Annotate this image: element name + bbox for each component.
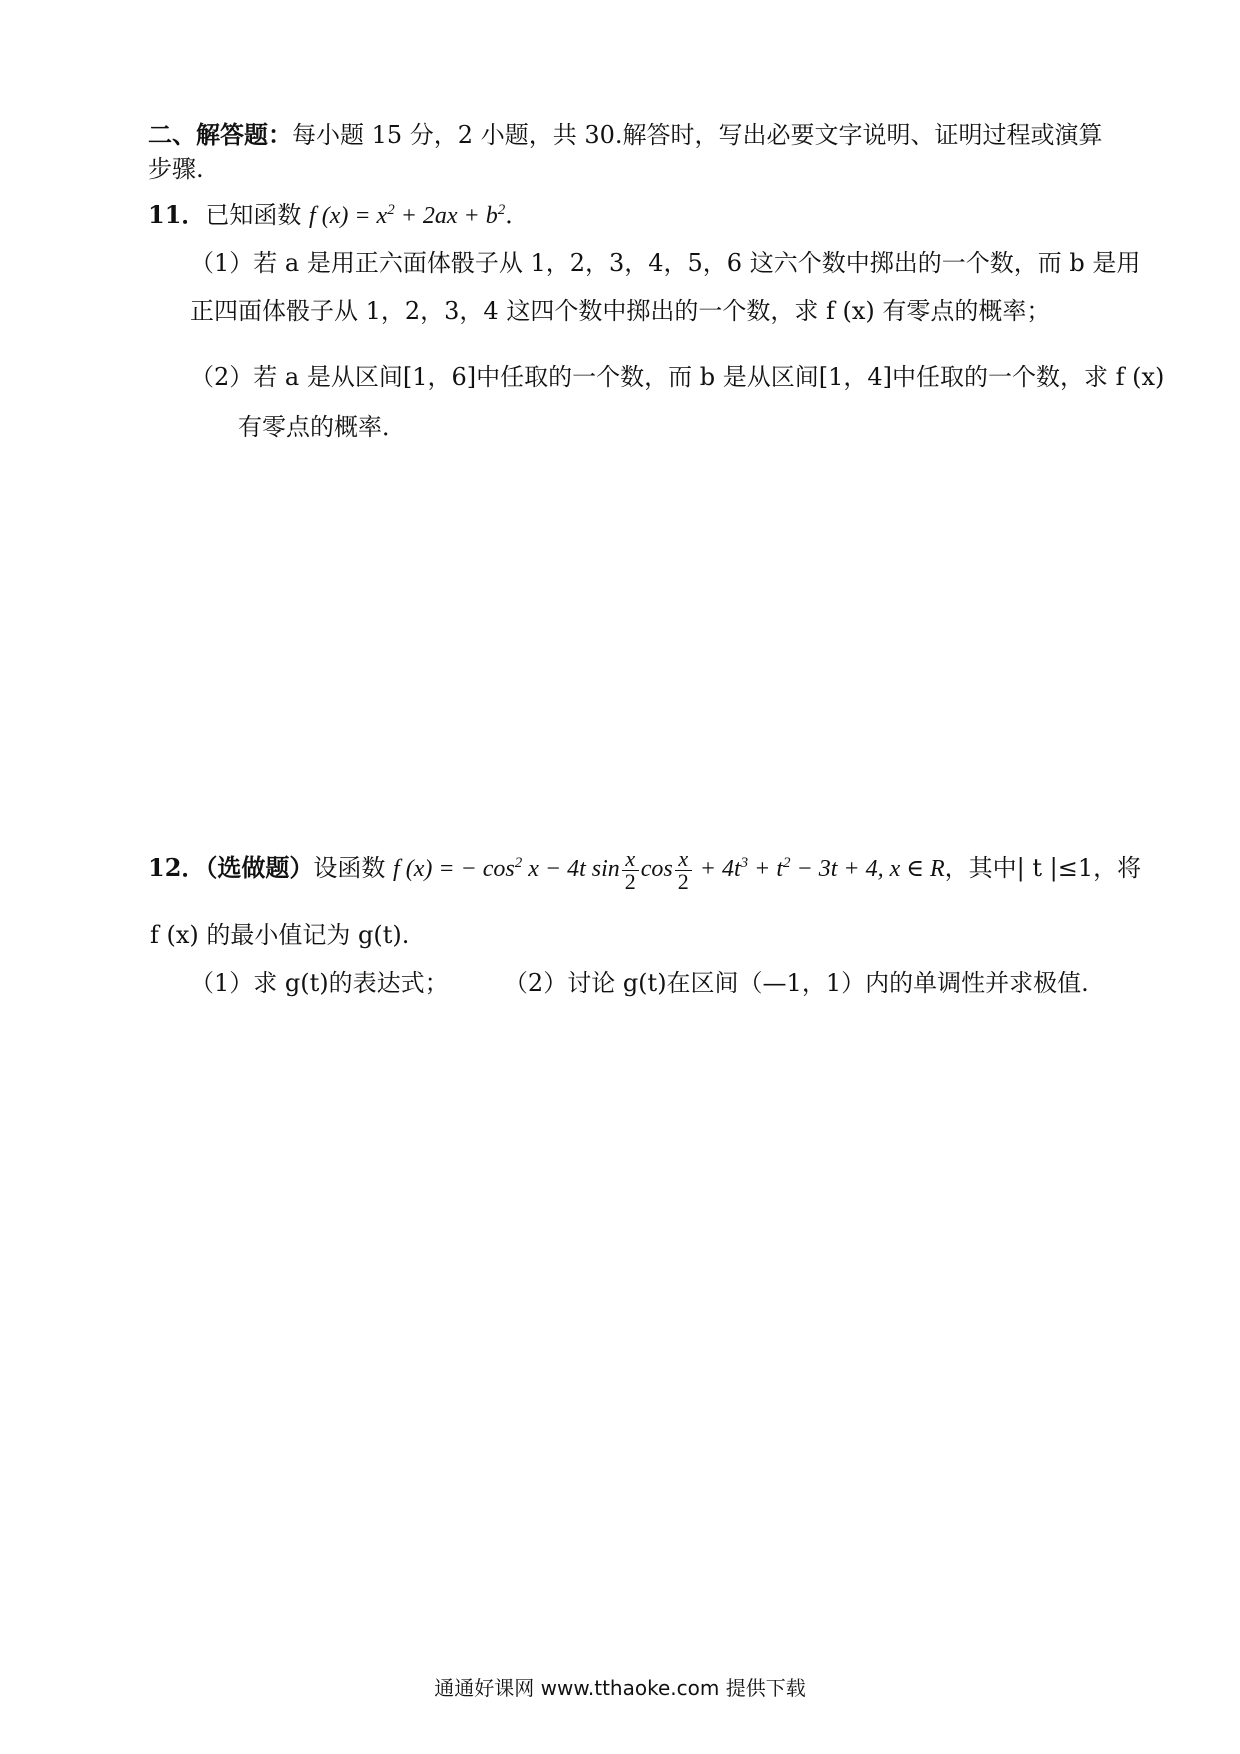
section-intro-text: 每小题 15 分，2 小题，共 30.解答时，写出必要文字说明、证明过程或演算	[292, 121, 1103, 149]
q12-sub2: （2）讨论 g(t)在区间（—1，1）内的单调性并求极值.	[503, 969, 1089, 997]
q11-exp-1: 2	[387, 202, 395, 218]
q12-tag: （选做题）	[205, 853, 314, 882]
q12-f-a: f (x) = − cos	[393, 856, 515, 882]
q12-f-b: x − 4t sin	[522, 856, 620, 882]
q12-number: 12．	[148, 853, 206, 882]
q11-part2-line1: （2）若 a 是从区间[1，6]中任取的一个数，而 b 是从区间[1，4]中任取的一个数，求 f (x)	[190, 363, 1165, 391]
q12-subquestions	[190, 966, 1089, 1000]
section-intro-line2: 步骤.	[148, 155, 204, 183]
q11-function	[309, 203, 505, 229]
q12-f-f: − 3t + 4, x ∈ R	[790, 856, 945, 882]
page-footer: 通通好课网 www.tthaoke.com 提供下载	[434, 1676, 806, 1700]
q12-line2: f (x) 的最小值记为 g(t).	[150, 921, 410, 949]
q12-f-e: + t	[748, 856, 784, 882]
q12-frac-2	[675, 845, 692, 894]
q12-stem-text: 设函数	[313, 854, 386, 882]
q12-frac-2-num: x	[675, 848, 692, 871]
section-heading: 二、解答题	[148, 120, 268, 149]
q12-exp-t3: 3	[740, 855, 749, 871]
q11-part2-line2: 有零点的概率．	[238, 413, 406, 441]
q11-part1-line2: 正四面体骰子从 1，2，3，4 这四个数中掷出的一个数，求 f (x) 有零点的概率；	[190, 297, 1051, 325]
q12-stem	[148, 840, 1141, 897]
q12-f-d: + 4t	[693, 856, 741, 882]
q12-frac-1-den: 2	[624, 868, 636, 894]
q12-frac-1	[622, 845, 639, 894]
q12-function	[393, 845, 945, 894]
q11-stem-text: 已知函数	[205, 201, 302, 229]
q12-exp-t2: 2	[783, 855, 791, 871]
q11-number: 11．	[148, 200, 206, 229]
section-intro-line1	[148, 118, 1103, 152]
q12-f-c: cos	[640, 856, 673, 882]
section-heading-colon: ：	[268, 120, 292, 149]
q11-part1-line1: （1）若 a 是用正六面体骰子从 1，2，3，4，5，6 这六个数中掷出的一个数，而 b 是用	[190, 249, 1141, 277]
q11-end: ．	[505, 201, 530, 229]
q11-func-b: + 2ax + b	[394, 203, 498, 229]
q12-frac-2-den: 2	[677, 868, 689, 894]
q11-exp-2: 2	[497, 202, 506, 218]
q12-condition: ，其中| t |≤1，将	[944, 854, 1142, 882]
q11-stem	[148, 198, 529, 233]
q12-exp-cos: 2	[514, 855, 523, 871]
q11-func-a: f (x) = x	[309, 203, 388, 229]
q12-frac-1-num: x	[622, 848, 639, 871]
q12-sub1: （1）求 g(t)的表达式；	[190, 969, 449, 997]
